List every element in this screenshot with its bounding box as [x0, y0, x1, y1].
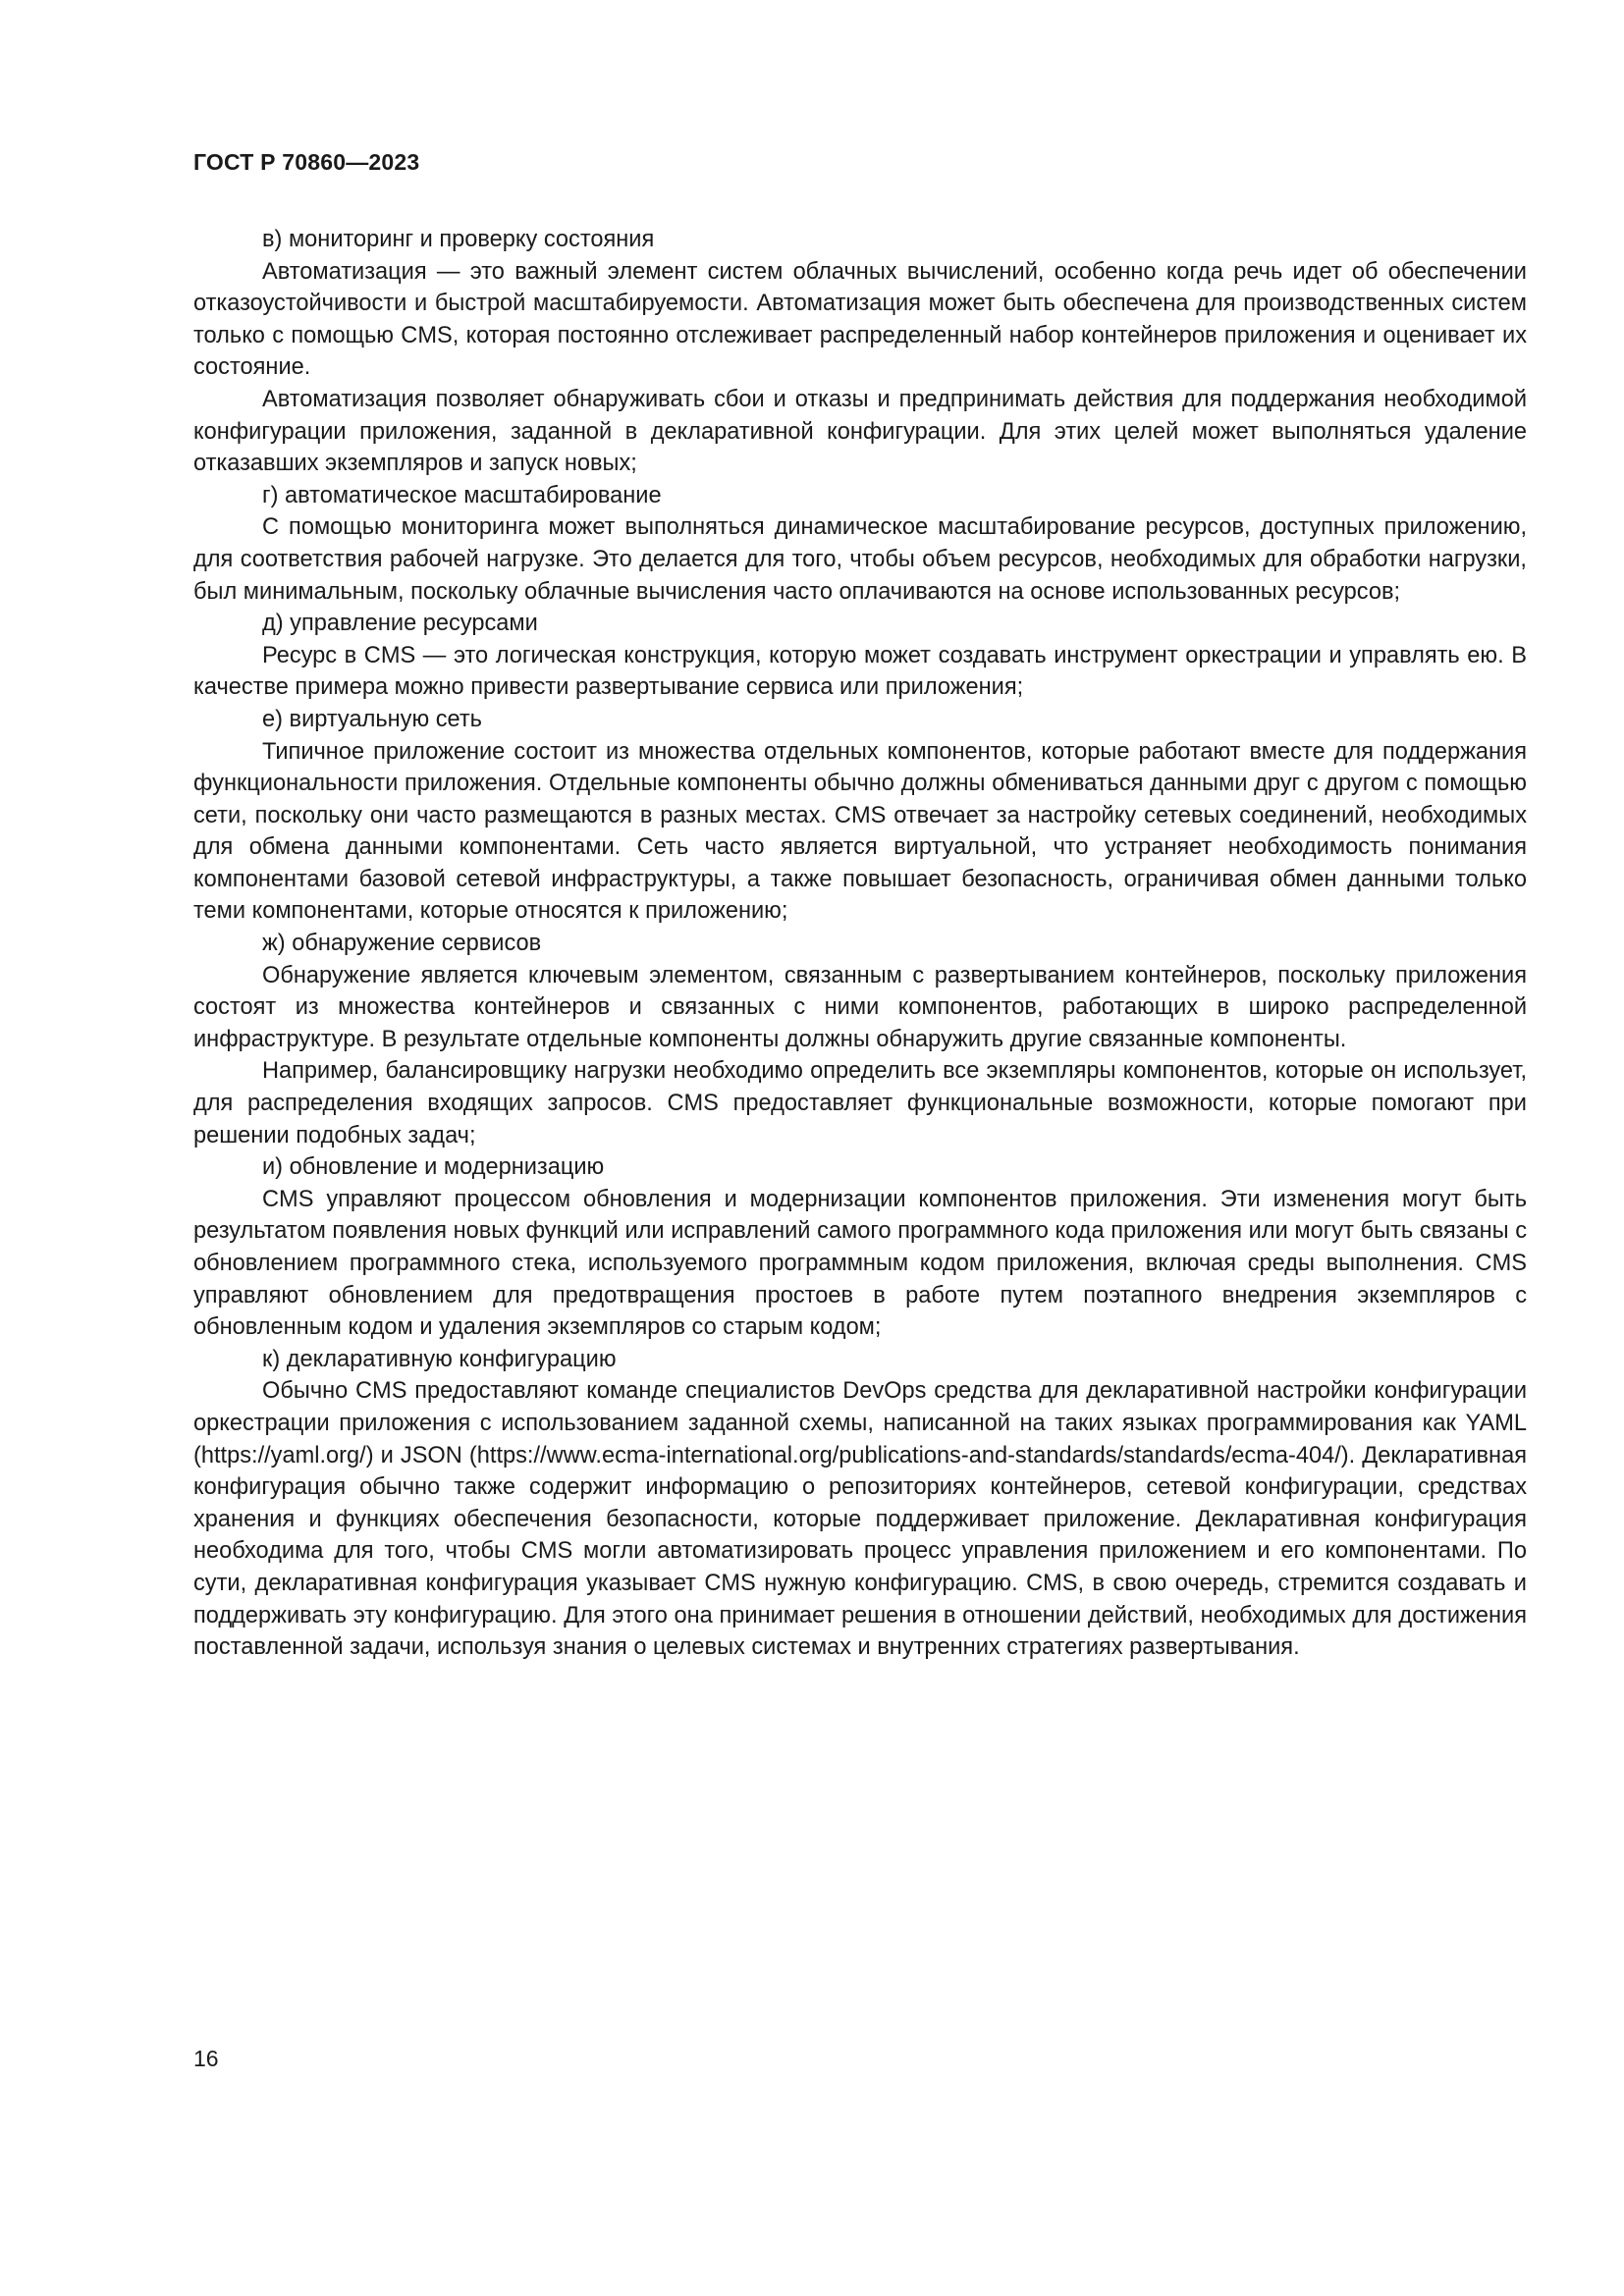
list-item-d: д) управление ресурсами	[262, 611, 538, 637]
paragraph: Типичное приложение состоит из множества отдельных компонентов, которые работают вместе для поддержания функциональности приложения. Отдельные компоненты обычно должны обмениваться данными друг с другом с помощью сети, поскольку они часто размещаются в разных местах. CMS отвечает за настройку сетевых соединений, необходимых для обмена данными компонентами. Сеть часто является виртуальной, что устраняет необходимость понимания компонентами базовой сетевой инфраструктуры, а также повышает безопасность, ограничивая обмен данными только теми компонентами, которые относятся к приложению;	[193, 738, 1527, 925]
paragraph: Автоматизация позволяет обнаруживать сбои и отказы и предпринимать действия для поддержания необходимой конфигурации приложения, заданной в декларативной конфигурации. Для этих целей может выполняться удаление отказавших экземпляров и запуск новых;	[193, 386, 1527, 477]
list-item-v: в) мониторинг и проверку состояния	[262, 227, 655, 252]
list-item-zh: ж) обнаружение сервисов	[262, 931, 542, 957]
paragraph: С помощью мониторинга может выполняться динамическое масштабирование ресурсов, доступных приложению, для соответствия рабочей нагрузке. Это делается для того, чтобы объем ресурсов, необходимых для обработки нагрузки, был минимальным, поскольку облачные вычисления часто оплачиваются на основе использованных ресурсов;	[193, 514, 1527, 605]
paragraph: Обычно CMS предоставляют команде специалистов DevOps средства для декларативной настройки конфигурации оркестрации приложения с использованием заданной схемы, написанной на таких языках программирования как YAML (https://yaml.org/) и JSON (https://www.ecma-international.org/publications-and-standards/standards/ecma-404/). Декларативная конфигурация обычно также содержит информацию о репозиториях контейнеров, сетевой конфигурации, средствах хранения и функциях обеспечения безопасности, которые поддерживает приложение. Декларативная конфигурация необходима для того, чтобы CMS могли автоматизировать процесс управления приложением и его компонентами. По сути, декларативная конфигурация указывает CMS нужную конфигурацию. CMS, в свою очередь, стремится создавать и поддерживать эту конфигурацию. Для этого она принимает решения в отношении действий, необходимых для достижения поставленной задачи, используя знания о целевых системах и внутренних стратегиях развертывания.	[193, 1378, 1527, 1661]
paragraph: Обнаружение является ключевым элементом, связанным с развертыванием контейнеров, поскольку приложения состоят из множества контейнеров и связанных с ними компонентов, работающих в широко распределенной инфраструктуре. В результате отдельные компоненты должны обнаружить другие связанные компоненты.	[193, 962, 1527, 1052]
document-body	[193, 224, 1527, 1664]
page-number: 16	[193, 2046, 219, 2071]
list-item-g: г) автоматическое масштабирование	[262, 482, 662, 508]
list-item-e: е) виртуальную сеть	[262, 706, 482, 732]
paragraph: Ресурс в CMS — это логическая конструкция, которую может создавать инструмент оркестрации и управлять ею. В качестве примера можно привести развертывание сервиса или приложения;	[193, 642, 1527, 701]
paragraph: Например, балансировщику нагрузки необходимо определить все экземпляры компонентов, которые он использует, для распределения входящих запросов. CMS предоставляет функциональные возможности, которые помогают при решении подобных задач;	[193, 1058, 1527, 1148]
document-header: ГОСТ Р 70860—2023	[193, 149, 420, 175]
list-item-k: к) декларативную конфигурацию	[262, 1346, 617, 1372]
list-item-i: и) обновление и модернизацию	[262, 1154, 605, 1181]
paragraph: CMS управляют процессом обновления и модернизации компонентов приложения. Эти изменения могут быть результатом появления новых функций или исправлений самого программного кода приложения или могут быть связаны с обновлением программного стека, используемого программным кодом приложения, включая среды выполнения. CMS управляют обновлением для предотвращения простоев в работе путем поэтапного внедрения экземпляров с обновленным кодом и удаления экземпляров со старым кодом;	[193, 1186, 1527, 1341]
paragraph: Автоматизация — это важный элемент систем облачных вычислений, особенно когда речь идет об обеспечении отказоустойчивости и быстрой масштабируемости. Автоматизация может быть обеспечена для производственных систем только с помощью CMS, которая постоянно отслеживает распределенный набор контейнеров приложения и оценивает их состояние.	[193, 258, 1527, 381]
